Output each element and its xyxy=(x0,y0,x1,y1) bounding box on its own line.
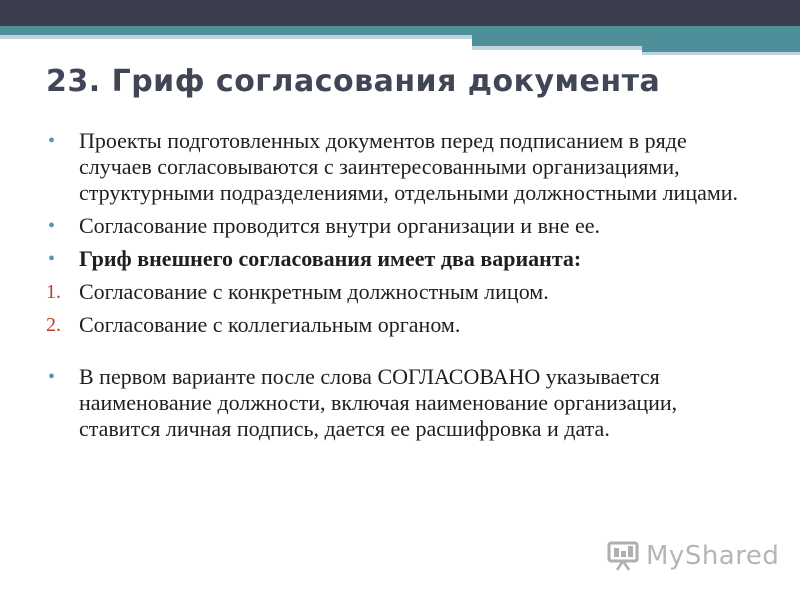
slide-body xyxy=(46,128,746,442)
bullet-text: Согласование проводится внутри организации и вне ее. xyxy=(79,213,601,238)
bullet-item-bold xyxy=(46,246,746,272)
watermark-logo xyxy=(606,539,779,573)
bullet-marker: • xyxy=(48,215,56,237)
numbered-item xyxy=(46,279,746,305)
bullet-item xyxy=(46,128,746,206)
bullet-item xyxy=(46,364,746,442)
header-step-teal xyxy=(472,35,800,46)
bullet-marker: • xyxy=(48,130,56,152)
bullet-marker: • xyxy=(48,366,56,388)
header-step-light-2 xyxy=(642,52,800,55)
bullet-marker: • xyxy=(48,248,56,270)
watermark-text: MyShared xyxy=(646,541,780,571)
bullet-text: В первом варианте после слова СОГЛАСОВАНО указывается наименование должности, включая наименование организации, ставится личная подпись, дается ее расшифровка и дата. xyxy=(79,364,678,441)
number-marker: 1. xyxy=(46,281,61,303)
bullet-text: Гриф внешнего согласования имеет два варианта: xyxy=(79,246,582,271)
header-bar-teal xyxy=(0,26,800,35)
numbered-text: Согласование с конкретным должностным лицом. xyxy=(79,279,549,304)
bullet-item xyxy=(46,213,746,239)
numbered-item xyxy=(46,312,746,338)
presentation-board-icon xyxy=(606,541,640,571)
header-bar-dark xyxy=(0,0,800,26)
number-marker: 2. xyxy=(46,314,61,336)
bullet-text: Проекты подготовленных документов перед подписанием в ряде случаев согласовываются с заинтересованными организациями, структурными подразделениями, отдельными должностными лицами. xyxy=(79,128,739,205)
slide-title: 23. Гриф согласования документа xyxy=(46,64,661,99)
header-step-light xyxy=(472,46,642,50)
numbered-text: Согласование с коллегиальным органом. xyxy=(79,312,461,337)
header-bar-light xyxy=(0,35,472,39)
